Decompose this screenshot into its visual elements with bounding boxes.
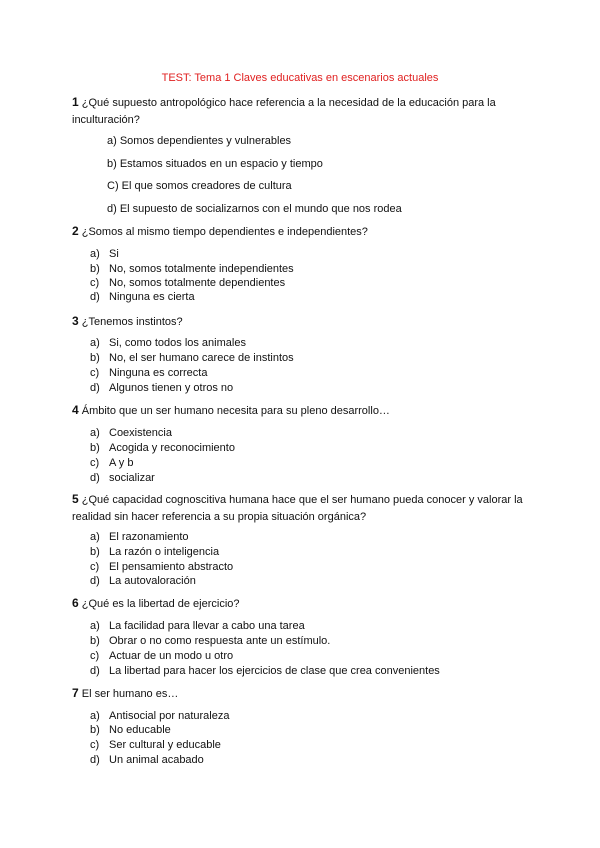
option-letter: d) <box>90 472 100 484</box>
option-5b <box>90 545 220 559</box>
option-letter: b) <box>90 263 100 275</box>
option-text: Antisocial por naturaleza <box>109 710 230 722</box>
option-letter: d) <box>90 382 100 394</box>
option-letter: a) <box>90 710 100 722</box>
option-6c <box>90 649 234 663</box>
option-text: Ninguna es correcta <box>109 367 208 379</box>
option-1b: b) Estamos situados en un espacio y tiempo <box>107 158 323 170</box>
option-3a <box>90 336 246 350</box>
option-letter: c) <box>90 367 100 379</box>
option-text: Ninguna es cierta <box>109 291 195 303</box>
option-5d <box>90 574 196 588</box>
option-3b <box>90 351 294 365</box>
option-text: socializar <box>109 472 155 484</box>
option-1c: C) El que somos creadores de cultura <box>107 180 292 192</box>
question-6 <box>72 595 542 613</box>
question-number: 1 <box>72 95 79 109</box>
option-text: El razonamiento <box>109 531 189 543</box>
question-number: 5 <box>72 492 79 506</box>
question-number: 2 <box>72 224 79 238</box>
option-letter: a) <box>90 248 100 260</box>
question-number: 6 <box>72 596 79 610</box>
option-letter: b) <box>90 635 100 647</box>
question-7 <box>72 685 542 703</box>
option-letter: d) <box>90 291 100 303</box>
option-2b <box>90 262 294 276</box>
option-text: Algunos tienen y otros no <box>109 382 234 394</box>
option-text: No, el ser humano carece de instintos <box>109 352 294 364</box>
option-4c <box>90 456 134 470</box>
option-4b <box>90 441 235 455</box>
option-letter: d) <box>90 575 100 587</box>
option-letter: a) <box>90 427 100 439</box>
option-7c <box>90 738 221 752</box>
option-letter: b) <box>90 546 100 558</box>
option-text: Acogida y reconocimiento <box>109 442 235 454</box>
question-text: El ser humano es… <box>81 688 179 700</box>
question-text: ¿Qué es la libertad de ejercicio? <box>81 598 240 610</box>
question-text: ¿Qué capacidad cognoscitiva humana hace que el ser humano pueda conocer y valorar la realidad sin hacer referencia a su propia situación orgánica? <box>72 494 523 523</box>
option-2d <box>90 290 195 304</box>
option-5a <box>90 530 189 544</box>
option-text: El pensamiento abstracto <box>109 561 234 573</box>
option-text: A y b <box>109 457 134 469</box>
option-1a: a) Somos dependientes y vulnerables <box>107 135 292 147</box>
option-text: La libertad para hacer los ejercicios de clase que crea convenientes <box>109 665 440 677</box>
option-letter: a) <box>90 620 100 632</box>
option-letter: b) <box>90 724 100 736</box>
question-text: ¿Somos al mismo tiempo dependientes e independientes? <box>81 226 368 238</box>
question-text: ¿Qué supuesto antropológico hace referencia a la necesidad de la educación para la inculturación? <box>72 97 496 126</box>
question-text: Ámbito que un ser humano necesita para su pleno desarrollo… <box>81 405 390 417</box>
option-letter: a) <box>90 337 100 349</box>
document-title: TEST: Tema 1 Claves educativas en escenarios actuales <box>161 72 439 84</box>
option-letter: b) <box>90 442 100 454</box>
option-text: La facilidad para llevar a cabo una tarea <box>109 620 305 632</box>
option-text: Obrar o no como respuesta ante un estímulo. <box>109 635 331 647</box>
option-text: Si <box>109 248 119 260</box>
option-text: No educable <box>109 724 171 736</box>
option-3d <box>90 381 234 395</box>
option-7a <box>90 709 230 723</box>
option-letter: d) <box>90 754 100 766</box>
option-7d <box>90 753 204 767</box>
option-letter: c) <box>90 650 100 662</box>
option-text: Actuar de un modo u otro <box>109 650 234 662</box>
option-1d: d) El supuesto de socializarnos con el mundo que nos rodea <box>107 203 402 215</box>
question-number: 7 <box>72 686 79 700</box>
question-1 <box>72 94 542 128</box>
option-text: Si, como todos los animales <box>109 337 246 349</box>
option-5c <box>90 560 234 574</box>
option-letter: c) <box>90 739 100 751</box>
option-6d <box>90 664 440 678</box>
question-2 <box>72 223 542 241</box>
option-text: Un animal acabado <box>109 754 204 766</box>
question-3 <box>72 313 542 331</box>
option-text: Coexistencia <box>109 427 172 439</box>
option-6a <box>90 619 305 633</box>
option-letter: d) <box>90 665 100 677</box>
option-3c <box>90 366 208 380</box>
option-letter: c) <box>90 457 100 469</box>
option-letter: c) <box>90 277 100 289</box>
option-4a <box>90 426 172 440</box>
question-5 <box>72 491 542 525</box>
option-letter: b) <box>90 352 100 364</box>
option-6b <box>90 634 331 648</box>
option-2c <box>90 276 286 290</box>
option-letter: a) <box>90 531 100 543</box>
option-text: La razón o inteligencia <box>109 546 220 558</box>
question-text: ¿Tenemos instintos? <box>81 316 183 328</box>
option-letter: c) <box>90 561 100 573</box>
question-number: 3 <box>72 314 79 328</box>
option-7b <box>90 723 171 737</box>
question-number: 4 <box>72 403 79 417</box>
option-text: No, somos totalmente dependientes <box>109 277 286 289</box>
option-text: La autovaloración <box>109 575 196 587</box>
option-text: No, somos totalmente independientes <box>109 263 294 275</box>
option-text: Ser cultural y educable <box>109 739 221 751</box>
option-2a <box>90 247 119 261</box>
option-4d <box>90 471 155 485</box>
question-4 <box>72 402 542 420</box>
